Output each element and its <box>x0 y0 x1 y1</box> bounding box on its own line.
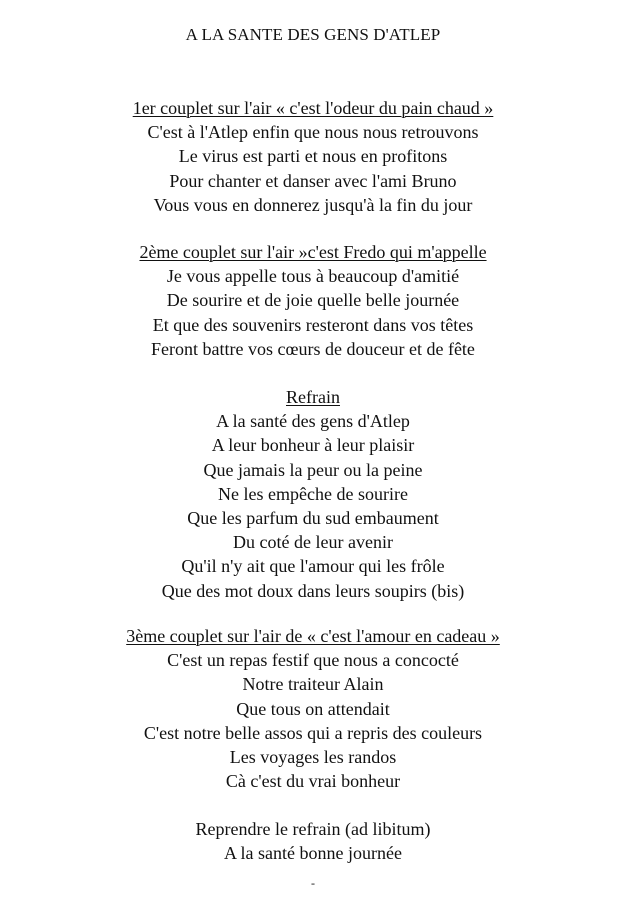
couplet-3-line: C'est un repas festif que nous a concocté <box>167 650 459 671</box>
couplet-2-line: Feront battre vos cœurs de douceur et de fête <box>151 338 475 359</box>
ending <box>0 817 626 865</box>
refrain-heading: Refrain <box>286 387 340 407</box>
couplet-3-line: Que tous on attendait <box>236 698 390 719</box>
refrain-line: Que les parfum du sud embaument <box>187 508 439 529</box>
couplet-1-line: Pour chanter et danser avec l'ami Bruno <box>169 170 457 191</box>
refrain-line: Ne les empêche de sourire <box>218 483 408 504</box>
refrain-line: A leur bonheur à leur plaisir <box>211 435 415 456</box>
couplet-3-line: Les voyages les randos <box>229 747 397 768</box>
ending-line: A la santé bonne journée <box>224 843 402 864</box>
refrain-line: Que jamais la peur ou la peine <box>203 459 423 480</box>
refrain-line: Qu'il n'y ait que l'amour qui les frôle <box>181 556 445 577</box>
couplet-3-line: Cà c'est du vrai bonheur <box>225 771 401 792</box>
couplet-1 <box>0 96 626 217</box>
couplet-3-line: C'est notre belle assos qui a repris des couleurs <box>143 722 483 743</box>
refrain-line: Que des mot doux dans leurs soupirs (bis) <box>161 580 465 601</box>
couplet-2-heading: 2ème couplet sur l'air »c'est Fredo qui m'appelle <box>139 242 487 262</box>
song-title: A LA SANTE DES GENS D'ATLEP <box>185 25 441 44</box>
refrain-line: Du coté de leur avenir <box>233 532 393 553</box>
couplet-1-line: Le virus est parti et nous en profitons <box>178 146 448 167</box>
couplet-2-line: De sourire et de joie quelle belle journée <box>166 290 460 311</box>
couplet-3-line: Notre traiteur Alain <box>242 674 384 695</box>
couplet-1-line: C'est à l'Atlep enfin que nous nous retrouvons <box>147 122 479 143</box>
couplet-3-heading: 3ème couplet sur l'air de « c'est l'amour en cadeau » <box>126 626 500 646</box>
couplet-2 <box>0 240 626 361</box>
couplet-3 <box>0 624 626 793</box>
refrain <box>0 385 626 603</box>
couplet-2-line: Je vous appelle tous à beaucoup d'amitié <box>166 266 460 287</box>
refrain-line: A la santé des gens d'Atlep <box>216 411 410 432</box>
ending-line: Reprendre le refrain (ad libitum) <box>195 819 431 839</box>
footer-mark: - <box>311 876 315 890</box>
couplet-1-heading: 1er couplet sur l'air « c'est l'odeur du pain chaud » <box>132 98 494 118</box>
couplet-1-line: Vous vous en donnerez jusqu'à la fin du jour <box>153 194 473 215</box>
couplet-2-line: Et que des souvenirs resteront dans vos têtes <box>152 314 474 335</box>
